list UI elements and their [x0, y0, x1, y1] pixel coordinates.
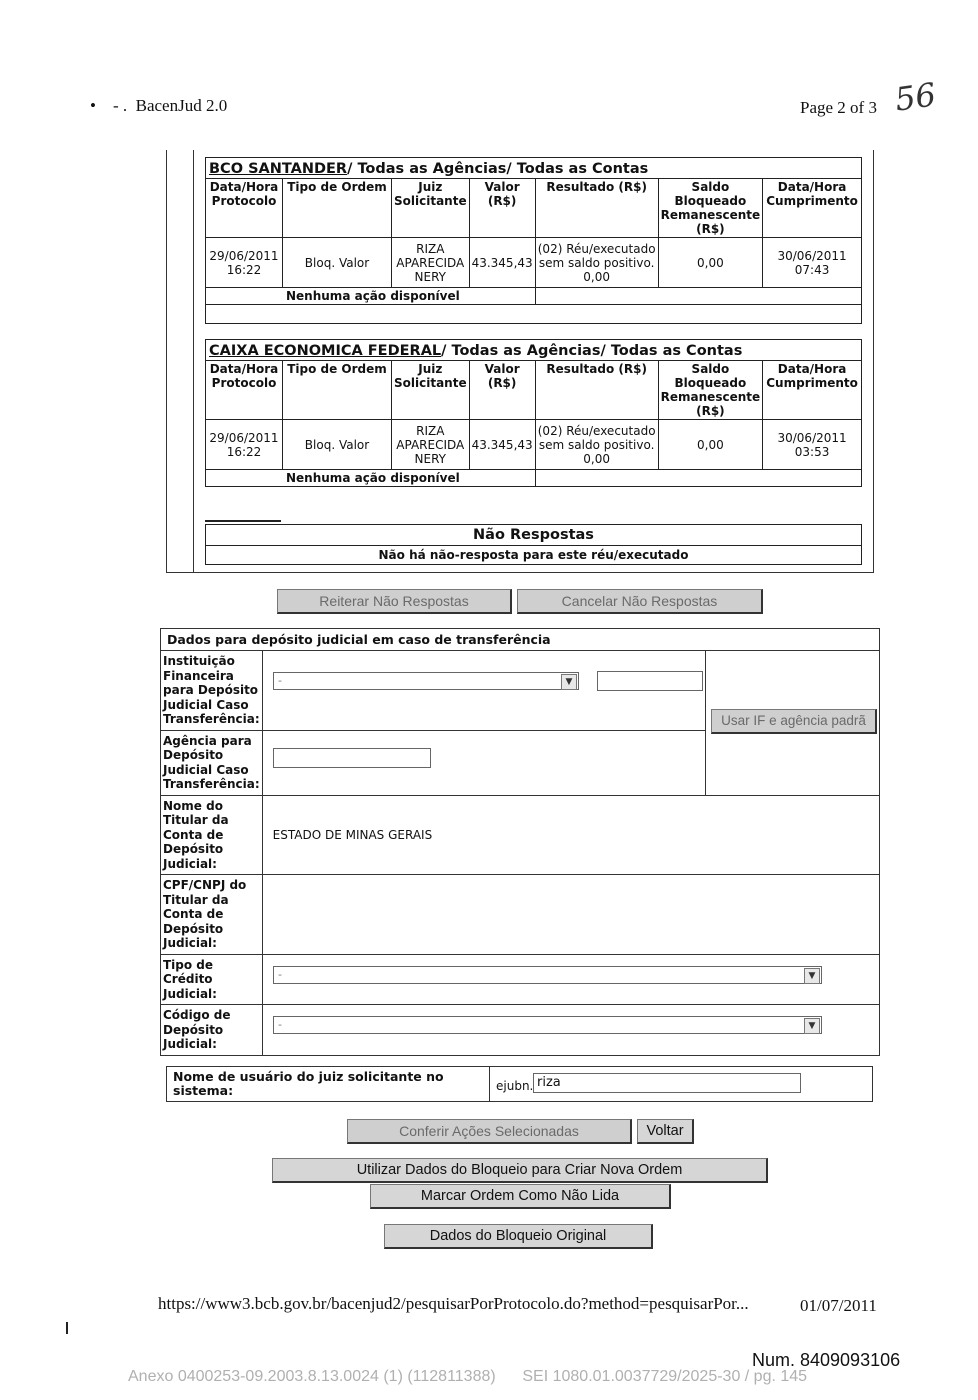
row-time: 16:22	[226, 262, 262, 277]
deposit-form	[160, 628, 880, 1056]
usar-if-button[interactable]: Usar IF e agência padrã	[711, 709, 877, 734]
no-action-text: Nenhuma ação disponível	[206, 288, 536, 305]
bank-scope: / Todas as Agências/ Todas as Contas	[347, 161, 649, 177]
table-row	[206, 420, 862, 470]
row-result: 0,00	[583, 451, 611, 466]
annex-watermark: Anexo 0400253-09.2003.8.13.0024 (1) (112811388) SEI 1080.01.0037729/2025-30 / pg. 145	[128, 1368, 808, 1385]
col-done: Data/Hora Cumprimento	[763, 179, 862, 238]
row-result: (02) Réu/executado	[537, 241, 656, 256]
col-value: Valor (R$)	[469, 179, 535, 238]
codigo-select[interactable]	[273, 1016, 822, 1034]
row-judge: RIZA	[416, 423, 445, 438]
row-balance: 0,00	[658, 238, 762, 288]
col-result: Resultado (R$)	[535, 179, 658, 238]
footer-url: https://www3.bcb.gov.br/bacenjud2/pesquisarPorProtocolo.do?method=pesquisarPor...	[158, 1294, 749, 1313]
row-date: 29/06/2011	[209, 248, 279, 263]
col-order-type: Tipo de Ordem	[283, 361, 392, 420]
agencia-label: Agência para Depósito Judicial Caso Transferência:	[161, 730, 263, 795]
dados-original-button[interactable]: Dados do Bloqueio Original	[384, 1224, 653, 1249]
tipo-select-value: -	[278, 968, 282, 981]
chevron-down-icon: ▼	[804, 968, 820, 984]
inst-label: Instituição Financeira para Depósito Judicial Caso Transferência:	[161, 651, 263, 731]
scan-mark	[66, 1322, 68, 1334]
app-title: • - . BacenJud 2.0	[90, 96, 228, 115]
bank-title	[206, 340, 862, 361]
separator	[205, 520, 281, 522]
row-date: 29/06/2011	[209, 430, 279, 445]
col-protocol: Data/Hora Protocolo	[206, 179, 283, 238]
no-response-title: Não Respostas	[206, 525, 862, 546]
document-number: Num. 8409093106	[752, 1350, 901, 1370]
col-result: Resultado (R$)	[535, 361, 658, 420]
row-judge: APARECIDA	[396, 255, 465, 270]
results-frame-inner-line	[193, 150, 194, 572]
bank-title	[206, 158, 862, 179]
page-indicator: Page 2 of 3	[800, 98, 877, 117]
inst-select[interactable]	[273, 672, 579, 690]
deposit-title: Dados para depósito judicial em caso de transferência	[161, 629, 880, 651]
tipo-label: Tipo de Crédito Judicial:	[161, 954, 263, 1005]
row-value: 43.345,43	[469, 238, 535, 288]
scan-dots: • - .	[90, 96, 136, 115]
row-value: 43.345,43	[469, 420, 535, 470]
username-input[interactable]: riza	[533, 1073, 801, 1093]
row-result: sem saldo positivo.	[538, 437, 655, 452]
col-balance: Saldo Bloqueado Remanescente (R$)	[658, 361, 762, 420]
no-action-empty	[535, 470, 861, 487]
row-result: 0,00	[583, 269, 611, 284]
row-judge: APARECIDA	[396, 437, 465, 452]
cpf-label: CPF/CNPJ do Titular da Conta de Depósito Judicial:	[161, 875, 263, 955]
spacer-row	[206, 305, 862, 324]
bank-table-caixa	[205, 339, 862, 487]
no-response-message: Não há não-resposta para este réu/executado	[206, 546, 862, 565]
voltar-button[interactable]: Voltar	[637, 1119, 694, 1144]
row-done-date: 30/06/2011	[777, 248, 847, 263]
row-order-type: Bloq. Valor	[283, 420, 392, 470]
footer-date: 01/07/2011	[800, 1296, 877, 1315]
col-order-type: Tipo de Ordem	[283, 179, 392, 238]
codigo-label: Código de Depósito Judicial:	[161, 1005, 263, 1056]
tipo-select[interactable]	[273, 966, 822, 984]
no-response-table	[205, 524, 862, 565]
col-judge: Juiz Solicitante	[392, 361, 470, 420]
bank-scope: / Todas as Agências/ Todas as Contas	[441, 343, 743, 359]
utilizar-dados-button[interactable]: Utilizar Dados do Bloqueio para Criar Nova Ordem	[272, 1158, 768, 1183]
titular-value: ESTADO DE MINAS GERAIS	[262, 795, 879, 875]
table-row	[206, 238, 862, 288]
row-result: sem saldo positivo.	[538, 255, 655, 270]
row-done-time: 03:53	[794, 444, 830, 459]
no-action-text: Nenhuma ação disponível	[206, 470, 536, 487]
row-result: (02) Réu/executado	[537, 423, 656, 438]
handwritten-page-number: 56	[892, 75, 939, 119]
row-judge: NERY	[414, 451, 447, 466]
inst-select-value: -	[278, 674, 282, 687]
chevron-down-icon: ▼	[561, 674, 577, 690]
no-action-empty	[535, 288, 861, 305]
row-order-type: Bloq. Valor	[283, 238, 392, 288]
marcar-nao-lida-button[interactable]: Marcar Ordem Como Não Lida	[370, 1184, 671, 1209]
col-protocol: Data/Hora Protocolo	[206, 361, 283, 420]
row-judge: NERY	[414, 269, 447, 284]
col-judge: Juiz Solicitante	[392, 179, 470, 238]
chevron-down-icon: ▼	[804, 1018, 820, 1034]
row-done-date: 30/06/2011	[777, 430, 847, 445]
inst-agency-input[interactable]	[597, 671, 703, 691]
row-done-time: 07:43	[794, 262, 830, 277]
row-time: 16:22	[226, 444, 262, 459]
cancelar-button[interactable]: Cancelar Não Respostas	[517, 589, 763, 614]
bank-table-santander	[205, 157, 862, 324]
bank-name: CAIXA ECONOMICA FEDERAL	[209, 343, 442, 359]
cpf-value	[262, 875, 879, 955]
col-balance: Saldo Bloqueado Remanescente (R$)	[658, 179, 762, 238]
col-value: Valor (R$)	[469, 361, 535, 420]
row-balance: 0,00	[658, 420, 762, 470]
col-done: Data/Hora Cumprimento	[763, 361, 862, 420]
codigo-select-value: -	[278, 1018, 282, 1031]
user-prefix: ejubn.	[496, 1079, 534, 1093]
agencia-input[interactable]	[273, 748, 431, 768]
row-judge: RIZA	[416, 241, 445, 256]
titular-label: Nome do Titular da Conta de Depósito Judicial:	[161, 795, 263, 875]
bank-name: BCO SANTANDER	[209, 161, 348, 177]
user-label: Nome de usuário do juiz solicitante no sistema:	[167, 1067, 490, 1102]
reiterar-button[interactable]: Reiterar Não Respostas	[277, 589, 512, 614]
conferir-button[interactable]: Conferir Ações Selecionadas	[347, 1119, 632, 1144]
